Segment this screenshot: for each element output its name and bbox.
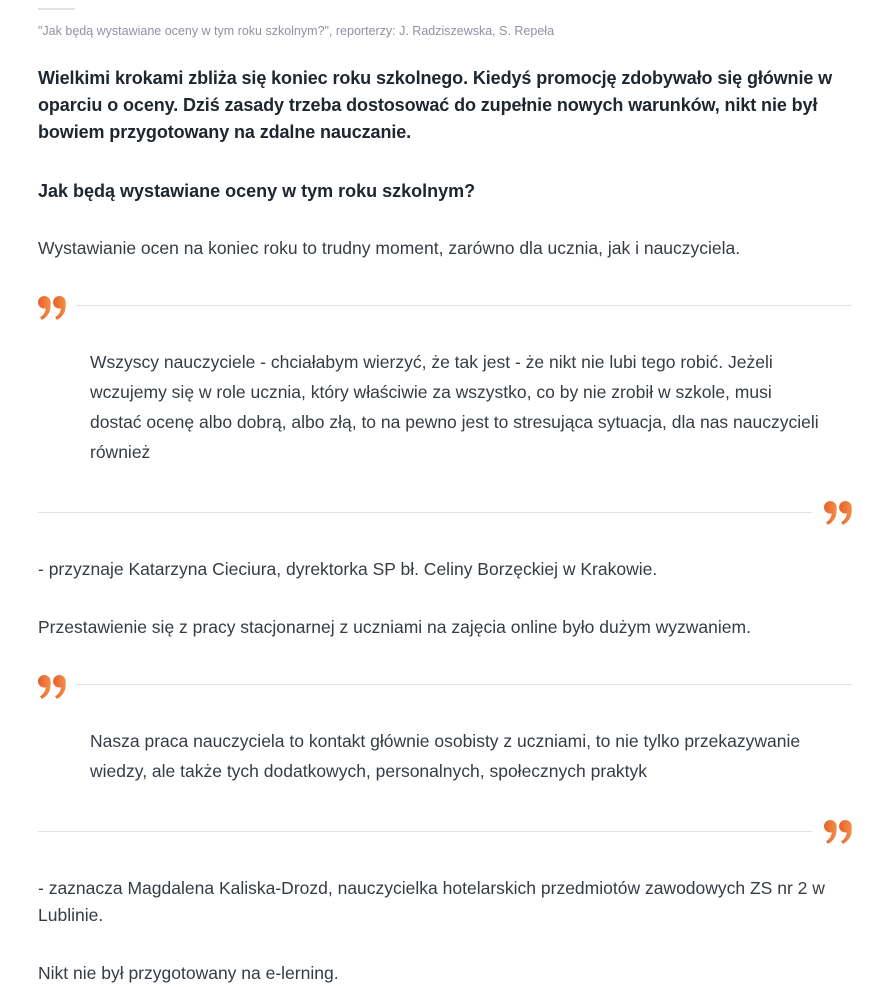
pullquote-2-text: Nasza praca nauczyciela to kontakt głównie osobisty z uczniami, to nie tylko przekazywanie wiedzy, ale także tych dodatkowych, personalnych, społecznych praktyk bbox=[90, 730, 801, 781]
quote-1-attribution: - przyznaje Katarzyna Cieciura, dyrektorka SP bł. Celiny Borzęckiej w Krakowie. bbox=[38, 558, 658, 579]
pullquote-1 bbox=[38, 296, 852, 526]
top-divider bbox=[38, 8, 75, 10]
article-body bbox=[38, 0, 852, 987]
quote-bottom-rule bbox=[38, 831, 812, 832]
pullquote-1-header bbox=[38, 296, 852, 321]
quote-top-rule bbox=[76, 305, 852, 306]
transition-paragraph: Przestawienie się z pracy stacjonarnej z uczniami na zajęcia online było dużym wyzwaniem. bbox=[38, 616, 751, 637]
quote-marks-icon bbox=[824, 820, 852, 845]
pullquote-1-text: Wszyscy nauczyciele - chciałabym wierzyć, że tak jest - że nikt nie lubi tego robić. Jeżeli wczujemy się w role ucznia, który właściwie za wszystko, co by nie zrobił w szkole, musi dostać ocenę albo dobrą, albo złą, to na pewno jest to stresująca sytuacja, dla nas nauczycieli również bbox=[90, 351, 819, 462]
section-heading: Jak będą wystawiane oceny w tym roku szkolnym? bbox=[38, 180, 476, 201]
pullquote-2-footer bbox=[38, 820, 852, 845]
intro-paragraph: Wystawianie ocen na koniec roku to trudny moment, zarówno dla ucznia, jak i nauczyciela. bbox=[38, 237, 741, 258]
pullquote-1-footer bbox=[38, 501, 852, 526]
quote-2-attribution: - zaznacza Magdalena Kaliska-Drozd, nauczycielka hotelarskich przedmiotów zawodowych ZS nr 2 w Lublinie. bbox=[38, 877, 825, 925]
pullquote-2-header bbox=[38, 675, 852, 700]
quote-marks-icon bbox=[38, 675, 66, 700]
media-caption: "Jak będą wystawiane oceny w tym roku szkolnym?", reporterzy: J. Radziszewska, S. Repeła bbox=[38, 24, 555, 38]
lead-paragraph: Wielkimi krokami zbliża się koniec roku szkolnego. Kiedyś promocję zdobywało się głównie w oparciu o oceny. Dziś zasady trzeba dostosować do zupełnie nowych warunków, nikt nie był bowiem przygotowany na zdalne nauczanie. bbox=[38, 67, 833, 142]
closing-paragraph: Nikt nie był przygotowany na e-lerning. bbox=[38, 962, 339, 983]
quote-marks-icon bbox=[38, 296, 66, 321]
quote-top-rule bbox=[76, 684, 852, 685]
pullquote-2 bbox=[38, 675, 852, 845]
quote-marks-icon bbox=[824, 501, 852, 526]
quote-bottom-rule bbox=[38, 512, 812, 513]
